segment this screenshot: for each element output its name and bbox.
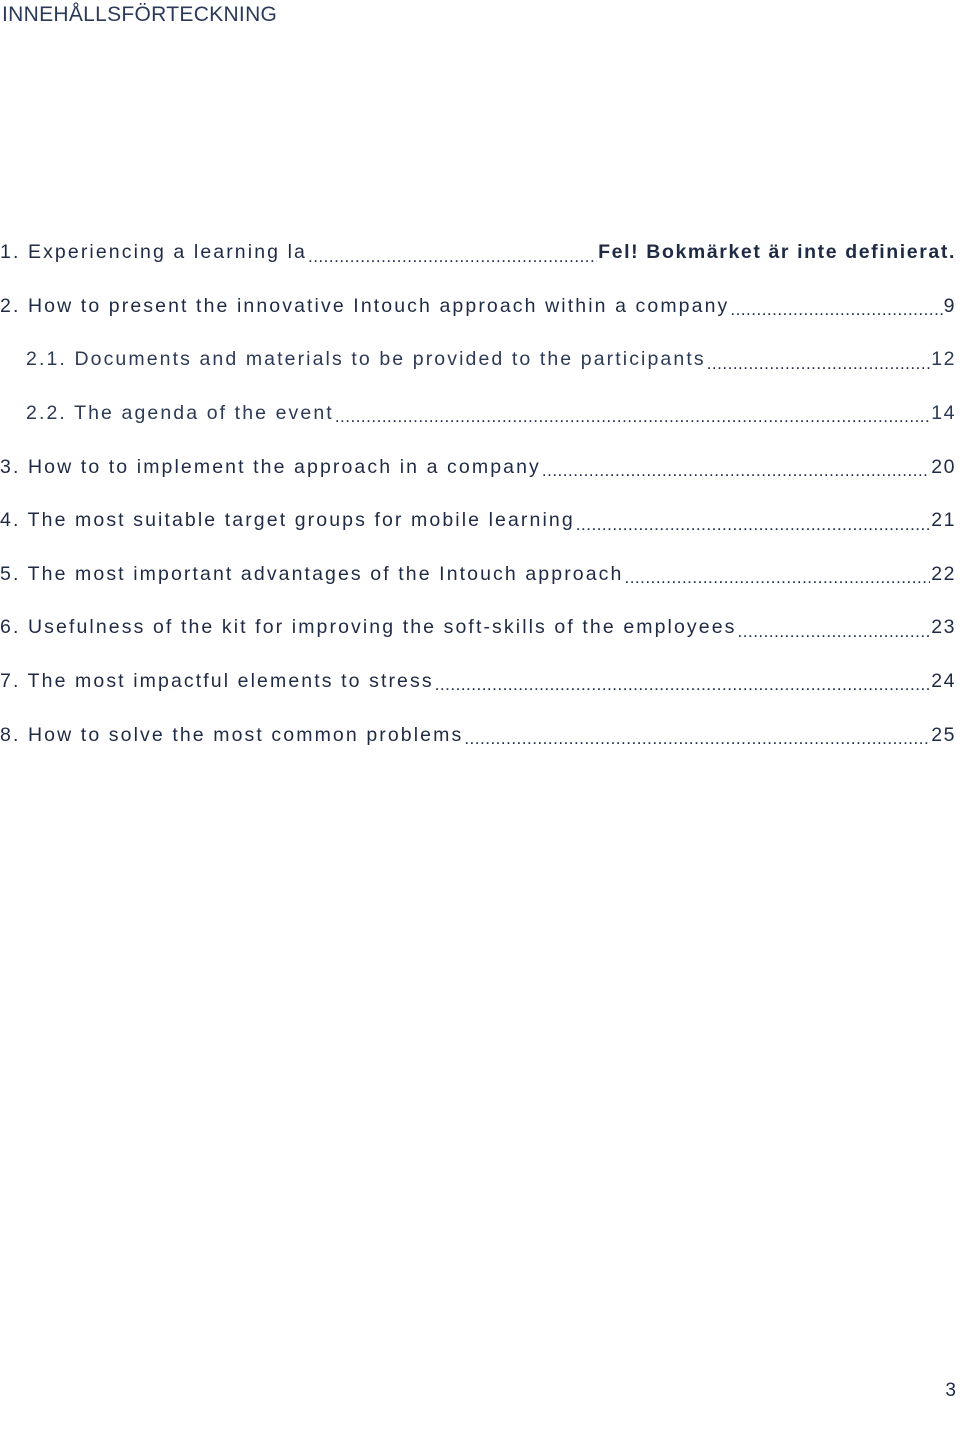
toc-entry-7[interactable] xyxy=(0,655,956,709)
toc-entry-page: Fel! Bokmärket är inte definierat. xyxy=(598,241,956,264)
toc-entry-page: 23 xyxy=(931,616,956,639)
toc-entry-title: 5. The most important advantages of the Intouch approach xyxy=(0,562,624,585)
dot-leader xyxy=(542,462,930,494)
toc-entry-2-2[interactable] xyxy=(0,387,956,441)
toc-entry-page: 22 xyxy=(931,562,956,585)
toc-entry-title: 8. How to solve the most common problems xyxy=(0,723,464,746)
dot-leader xyxy=(624,569,930,601)
toc-entry-title: 2.2. The agenda of the event xyxy=(26,402,334,425)
toc-entry-page: 24 xyxy=(931,670,956,693)
toc-entry-title: 2.1. Documents and materials to be provided to the participants xyxy=(26,348,706,371)
toc-entry-3[interactable] xyxy=(0,440,956,494)
toc-entry-2[interactable] xyxy=(0,280,956,334)
toc-heading: INNEHÅLLSFÖRTECKNING xyxy=(2,3,278,26)
dot-leader xyxy=(738,623,931,655)
toc-entry-4[interactable] xyxy=(0,494,956,548)
toc-entry-8[interactable] xyxy=(0,708,956,762)
table-of-contents xyxy=(0,226,956,762)
toc-entry-title: 7. The most impactful elements to stress xyxy=(0,670,434,693)
toc-entry-6[interactable] xyxy=(0,601,956,655)
toc-entry-page: 25 xyxy=(931,723,956,746)
dot-leader xyxy=(730,301,942,333)
toc-entry-1[interactable] xyxy=(0,226,956,280)
toc-entry-title: 3. How to to implement the approach in a company xyxy=(0,455,541,478)
dot-leader xyxy=(435,676,931,708)
toc-entry-title: 1. Experiencing a learning la xyxy=(0,241,307,264)
dot-leader xyxy=(464,730,930,762)
dot-leader xyxy=(707,355,931,387)
toc-entry-page: 12 xyxy=(931,348,956,371)
dot-leader xyxy=(576,516,931,548)
toc-entry-2-1[interactable] xyxy=(0,333,956,387)
toc-entry-page: 9 xyxy=(943,294,956,317)
toc-entry-title: 2. How to present the innovative Intouch approach within a company xyxy=(0,294,730,317)
toc-entry-page: 21 xyxy=(931,509,956,532)
toc-entry-page: 20 xyxy=(931,455,956,478)
dot-leader xyxy=(308,248,597,280)
dot-leader xyxy=(335,408,930,440)
toc-entry-5[interactable] xyxy=(0,548,956,602)
toc-entry-title: 6. Usefulness of the kit for improving the soft-skills of the employees xyxy=(0,616,737,639)
toc-entry-title: 4. The most suitable target groups for mobile learning xyxy=(0,509,575,532)
toc-entry-page: 14 xyxy=(931,402,956,425)
page-number: 3 xyxy=(945,1380,956,1401)
